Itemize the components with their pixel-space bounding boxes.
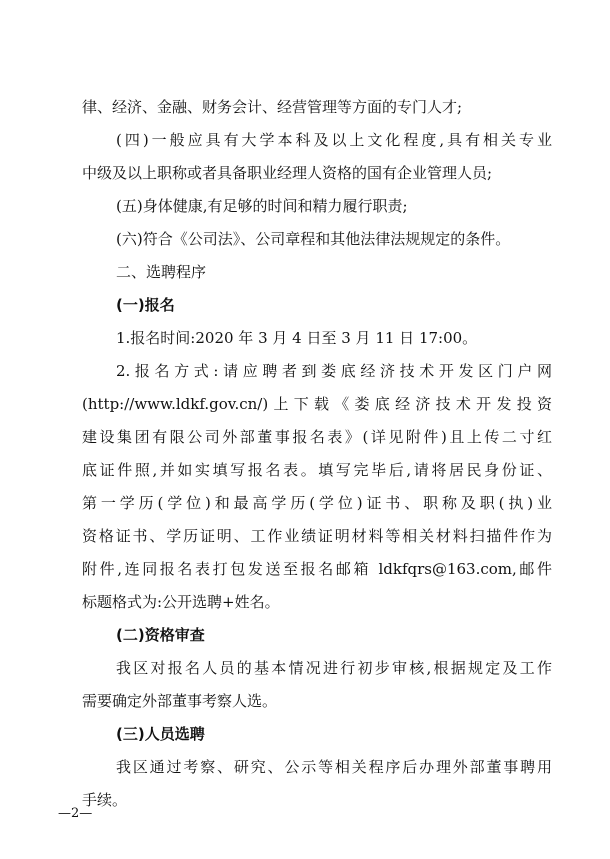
- paragraph-line: 我区通过考察、研究、公示等相关程序后办理外部董事聘用: [116, 758, 552, 776]
- paragraph-line: (五)身体健康,有足够的时间和精力履行职责;: [116, 197, 408, 215]
- paragraph-line: 底证件照,并如实填写报名表。填写完毕后,请将居民身份证、: [82, 461, 552, 479]
- subsection-heading: (三)人员选聘: [116, 725, 205, 743]
- section-heading: 二、选聘程序: [116, 263, 207, 281]
- paragraph-line: (六)符合《公司法》、公司章程和其他法律法规规定的条件。: [116, 230, 511, 248]
- paragraph-line: 手续。: [82, 791, 128, 809]
- paragraph-line: 资格证书、学历证明、工作业绩证明材料等相关材料扫描件作为: [82, 527, 552, 545]
- paragraph-line: 第一学历(学位)和最高学历(学位)证书、职称及职(执)业: [82, 494, 552, 512]
- paragraph-line: (四)一般应具有大学本科及以上文化程度,具有相关专业: [116, 131, 552, 149]
- paragraph-line: 建设集团有限公司外部董事报名表》(详见附件)且上传二寸红: [82, 428, 552, 446]
- page-number: —2—: [58, 806, 93, 821]
- paragraph-line: 标题格式为:公开选聘+姓名。: [82, 593, 280, 611]
- subsection-heading: (二)资格审查: [116, 626, 205, 644]
- subsection-heading: (一)报名: [116, 296, 175, 314]
- paragraph-line: (http://www.ldkf.gov.cn/)上下载《娄底经济技术开发投资: [82, 395, 552, 413]
- paragraph-line: 中级及以上职称或者具备职业经理人资格的国有企业管理人员;: [82, 164, 493, 182]
- paragraph-line: 2.报名方式:请应聘者到娄底经济技术开发区门户网: [116, 362, 552, 380]
- paragraph-line: 需要确定外部董事考察人选。: [82, 692, 278, 710]
- paragraph-line: 我区对报名人员的基本情况进行初步审核,根据规定及工作: [116, 659, 552, 677]
- paragraph-line: 1.报名时间:2020 年 3 月 4 日至 3 月 11 日 17:00。: [116, 329, 478, 347]
- paragraph-line: 附件,连同报名表打包发送至报名邮箱 ldkfqrs@163.com,邮件: [82, 560, 552, 578]
- paragraph-line: 律、经济、金融、财务会计、经营管理等方面的专门人才;: [82, 98, 463, 116]
